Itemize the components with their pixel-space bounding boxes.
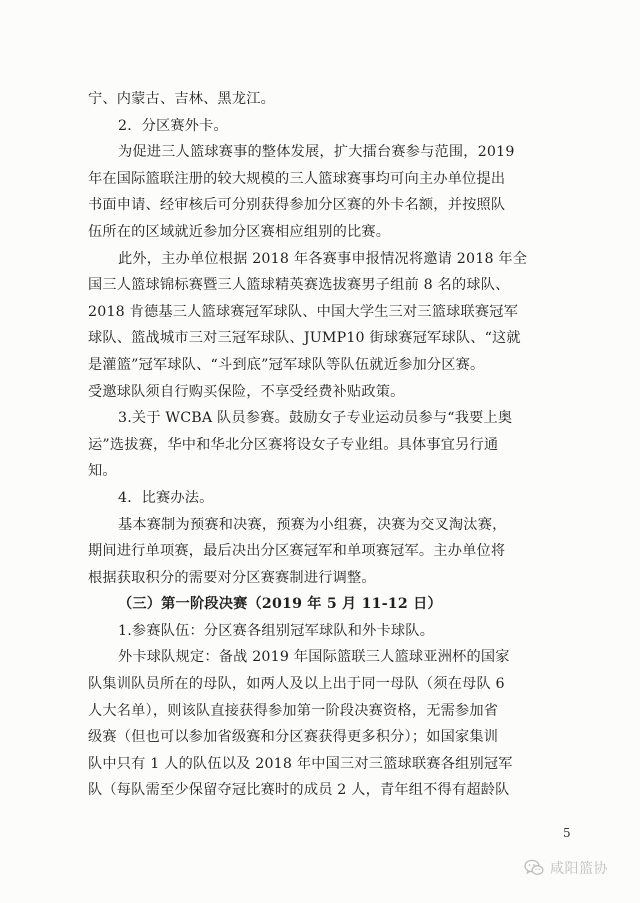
paragraph-line: 国三人篮球锦标赛暨三人篮球精英赛选拔赛男子组前 8 名的球队、 — [88, 277, 510, 294]
paragraph-line: 基本赛制为预赛和决赛，预赛为小组赛，决赛为交叉淘汰赛， — [118, 516, 507, 533]
paragraph-line: 此外，主办单位根据 2018 年各赛事申报情况将邀请 2018 年全 — [118, 250, 528, 267]
watermark-text: 咸阳篮协 — [550, 861, 608, 877]
paragraph-line: 2018 肯德基三人篮球赛冠军球队、中国大学生三对三篮球联赛冠军 — [88, 303, 519, 320]
paragraph-line: 队集训队员所在的母队，如两人及以上出于同一母队（须在母队 6 — [88, 676, 505, 693]
paragraph-line: 队中只有 1 人的队伍以及 2018 年中国三对三篮球联赛各组别冠军 — [88, 755, 513, 772]
paragraph-line: 4．比赛办法。 — [118, 489, 214, 506]
paragraph-line: 球队、篮战城市三对三冠军球队、JUMP10 街球赛冠军球队、“这就 — [88, 330, 521, 347]
paragraph-line: 人大名单），则该队直接获得参加第一阶段决赛资格，无需参加省 — [88, 702, 499, 719]
paragraph-line: 为促进三人篮球赛事的整体发展，扩大擂台赛参与范围，2019 — [118, 144, 515, 161]
paragraph-line: 受邀球队须自行购买保险，不享受经费补贴政策。 — [88, 383, 405, 400]
paragraph-line: 运”选拔赛，华中和华北分区赛将设女子专业组。具体事宜另行通 — [88, 436, 499, 453]
paragraph-line: 外卡球队规定：备战 2019 年国际篮联三人篮球亚洲杯的国家 — [118, 649, 510, 666]
paragraph-line: 伍所在的区域就近参加分区赛相应组别的比赛。 — [88, 223, 391, 240]
paragraph-line: 年在国际篮联注册的较大规模的三人篮球赛事均可向主办单位提出 — [88, 170, 506, 187]
paragraph-line: 队（每队需至少保留夺冠比赛时的成员 2 人，青年组不得有超龄队 — [88, 782, 510, 799]
wechat-icon — [524, 859, 544, 877]
paragraph-line: 级赛（但也可以参加省级赛和分区赛获得更多积分）；如国家集训 — [88, 729, 499, 746]
paragraph-line: 根据获取积分的需要对分区赛赛制进行调整。 — [88, 569, 376, 586]
document-body — [88, 86, 568, 804]
paragraph-line: 期间进行单项赛，最后决出分区赛冠军和单项赛冠军。主办单位将 — [88, 543, 506, 560]
section-heading: （三）第一阶段决赛（2019 年 5 月 11-12 日） — [118, 596, 442, 613]
paragraph-line: 3.关于 WCBA 队员参赛。鼓励女子专业运动员参与“我要上奥 — [118, 410, 513, 427]
watermark — [524, 858, 608, 878]
paragraph-line: 宁、内蒙古、吉林、黑龙江。 — [88, 91, 276, 107]
page-number: 5 — [563, 826, 571, 840]
paragraph-line: 书面申请、经审核后可分别获得参加分区赛的外卡名额，并按照队 — [88, 197, 506, 214]
paragraph-line: 知。 — [88, 463, 117, 480]
paragraph-line: 2．分区赛外卡。 — [118, 117, 228, 134]
paragraph-line: 1.参赛队伍：分区赛各组别冠军球队和外卡球队。 — [118, 622, 435, 639]
paragraph-line: 是灌篮”冠军球队、“斗到底”冠军球队等队伍就近参加分区赛。 — [88, 356, 485, 373]
